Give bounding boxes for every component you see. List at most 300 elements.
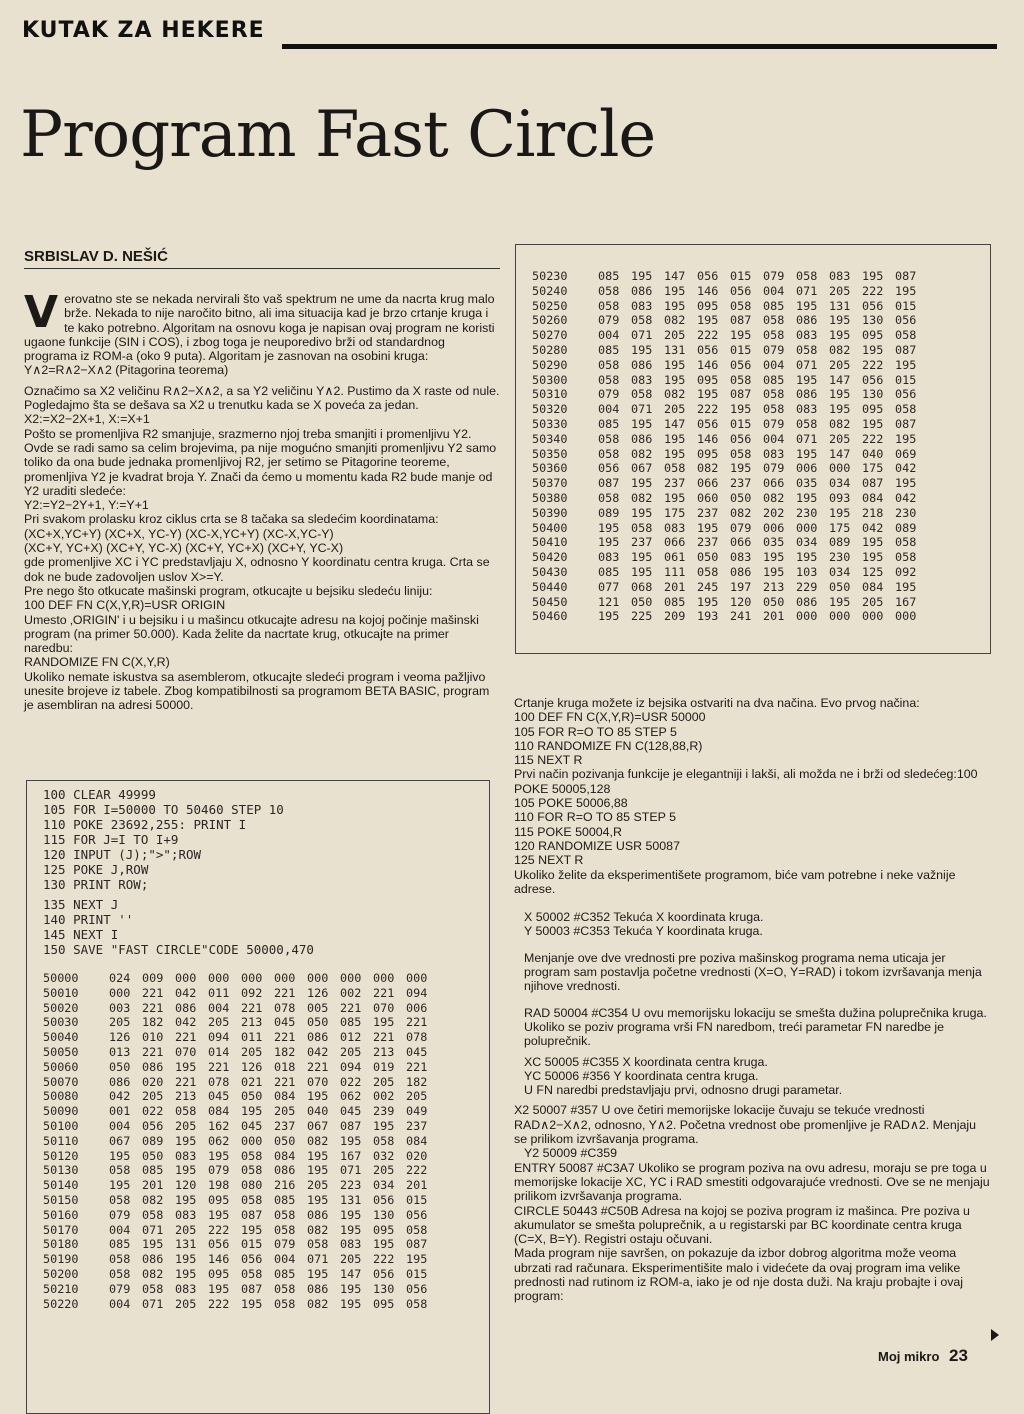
- dump-byte: 061: [664, 550, 686, 565]
- coordinates-line: (XC+Y, YC+X) (XC+Y, YC-X) (XC+Y, YC+X) (XC+Y, YC-X): [24, 541, 344, 556]
- dump-byte: 020: [406, 1148, 428, 1163]
- dump-row: [27, 1149, 489, 1164]
- dump-byte: 237: [730, 476, 752, 491]
- dump-row: [27, 1208, 489, 1223]
- right-column-text: [514, 696, 990, 1304]
- dump-byte: 222: [208, 1296, 230, 1311]
- dump-byte: 195: [631, 564, 653, 579]
- dump-byte: 130: [373, 1207, 395, 1222]
- basic-line: 150 SAVE "FAST CIRCLE"CODE 50000,470: [43, 942, 314, 957]
- dump-byte: 130: [862, 313, 884, 328]
- dump-byte: 205: [829, 357, 851, 372]
- dump-byte: 050: [730, 490, 752, 505]
- address-entry: ENTRY 50087 #C3A7 Ukoliko se program poziva na ovu adresu, moraju se pre toga u memorijske lokacije XC, YC i RAD smestiti odgovarajuće vrednosti. Ove se ne menjaju prilikom izvršavanja programa.: [514, 1160, 990, 1204]
- dump-byte: 195: [631, 505, 653, 520]
- dump-byte: 079: [763, 461, 785, 476]
- dump-byte: 011: [208, 985, 230, 1000]
- dump-row: [516, 432, 990, 447]
- dump-byte: 205: [175, 1118, 197, 1133]
- basic-line: 115 FOR J=I TO I+9: [43, 832, 179, 847]
- dump-byte: 078: [274, 1000, 296, 1015]
- basic-line: 105 FOR I=50000 TO 50460 STEP 10: [43, 802, 284, 817]
- dump-byte: 083: [175, 1281, 197, 1296]
- dump-byte: 042: [175, 1015, 197, 1030]
- left-column-text: [24, 287, 500, 713]
- dump-address: 50060: [43, 1059, 79, 1074]
- dump-byte: 085: [598, 564, 620, 579]
- dump-byte: 050: [109, 1059, 131, 1074]
- dump-row: [516, 461, 990, 476]
- dump-byte: 078: [208, 1074, 230, 1089]
- dump-byte: 071: [142, 1296, 164, 1311]
- address-entry: Y2 50009 #C359: [524, 1146, 618, 1161]
- dump-byte: 146: [697, 431, 719, 446]
- dump-byte: 198: [208, 1178, 230, 1193]
- dump-byte: 131: [175, 1237, 197, 1252]
- dump-byte: 086: [307, 1281, 329, 1296]
- dump-address: 50160: [43, 1207, 79, 1222]
- dump-address: 50330: [532, 416, 568, 431]
- dump-byte: 205: [109, 1015, 131, 1030]
- dump-byte: 126: [241, 1059, 263, 1074]
- dump-row: [27, 1134, 489, 1149]
- dump-address: 50050: [43, 1044, 79, 1059]
- dump-byte: 058: [895, 550, 917, 565]
- dump-byte: 213: [175, 1089, 197, 1104]
- dump-byte: 003: [109, 1000, 131, 1015]
- dump-row: [516, 417, 990, 432]
- dump-byte: 195: [175, 1266, 197, 1281]
- dump-byte: 195: [829, 387, 851, 402]
- dump-byte: 237: [697, 535, 719, 550]
- dump-byte: 221: [373, 985, 395, 1000]
- dump-byte: 058: [796, 269, 818, 283]
- dump-byte: 195: [862, 535, 884, 550]
- dump-byte: 040: [307, 1104, 329, 1119]
- dump-byte: 079: [763, 416, 785, 431]
- dump-byte: 058: [664, 461, 686, 476]
- dump-address: 50360: [532, 461, 568, 476]
- dump-byte: 070: [307, 1074, 329, 1089]
- dump-byte: 195: [829, 313, 851, 328]
- dump-byte: 209: [664, 609, 686, 624]
- dump-byte: 004: [763, 283, 785, 298]
- dump-byte: 087: [406, 1237, 428, 1252]
- dump-byte: 056: [373, 1266, 395, 1281]
- dump-byte: 195: [895, 579, 917, 594]
- dump-byte: 095: [208, 1266, 230, 1281]
- dump-byte: 000: [829, 609, 851, 624]
- dump-byte: 006: [796, 461, 818, 476]
- dump-byte: 229: [796, 579, 818, 594]
- dump-byte: 062: [340, 1089, 362, 1104]
- dump-byte: 195: [142, 1237, 164, 1252]
- dump-byte: 195: [208, 1281, 230, 1296]
- dump-byte: 195: [796, 446, 818, 461]
- dump-byte: 058: [763, 387, 785, 402]
- dump-byte: 000: [109, 985, 131, 1000]
- dump-row: [516, 491, 990, 506]
- dump-byte: 079: [109, 1281, 131, 1296]
- dump-byte: 103: [796, 564, 818, 579]
- dump-byte: 058: [763, 402, 785, 417]
- dump-byte: 042: [862, 520, 884, 535]
- dump-byte: 050: [763, 594, 785, 609]
- dump-row: [27, 1015, 489, 1030]
- dump-byte: 058: [274, 1296, 296, 1311]
- dump-byte: 195: [829, 505, 851, 520]
- dump-byte: 175: [829, 520, 851, 535]
- dump-byte: 000: [241, 971, 263, 985]
- dump-byte: 045: [340, 1104, 362, 1119]
- dump-byte: 195: [631, 342, 653, 357]
- dump-byte: 131: [829, 298, 851, 313]
- dump-byte: 082: [142, 1192, 164, 1207]
- code-line: 105 POKE 50006,88: [514, 796, 628, 811]
- formula-line: X2:=X2−2X+1, X:=X+1: [24, 412, 150, 427]
- section-rule: [282, 44, 997, 49]
- dump-byte: 022: [340, 1074, 362, 1089]
- code-line: 110 FOR R=O TO 85 STEP 5: [514, 810, 676, 825]
- dump-address: 50410: [532, 535, 568, 550]
- dump-byte: 077: [598, 579, 620, 594]
- dump-byte: 221: [175, 1030, 197, 1045]
- dump-row: [27, 1045, 489, 1060]
- basic-line: 120 INPUT (J);">";ROW: [43, 847, 202, 862]
- dump-row: [516, 609, 990, 624]
- dump-byte: 086: [796, 387, 818, 402]
- dump-row: [516, 580, 990, 595]
- dump-byte: 079: [109, 1207, 131, 1222]
- paragraph: Označimo sa X2 veličinu R∧2−X∧2, a sa Y2 veličinu Y∧2. Pustimo da X raste od nule. Pogledajmo šta se dešava sa X2 u trenutku kada se X poveća za jedan.: [24, 383, 500, 413]
- byline-rule: [24, 268, 500, 269]
- dump-byte: 006: [406, 1000, 428, 1015]
- dump-row: [27, 1223, 489, 1238]
- dump-byte: 195: [697, 520, 719, 535]
- dump-byte: 195: [598, 520, 620, 535]
- dump-byte: 056: [730, 357, 752, 372]
- address-entry: X 50002 #C352 Tekuća X koordinata kruga.: [524, 910, 764, 925]
- dump-byte: 205: [664, 328, 686, 343]
- paragraph: Ukoliko nemate iskustva sa asemblerom, otkucajte sledeći program i veoma pažljivo unesite brojeve iz tabele. Zbog kompatibilnosti sa programom BETA BASIC, program je asembliran na adresi 50000.: [24, 669, 490, 713]
- dump-byte: 131: [664, 342, 686, 357]
- dump-byte: 019: [373, 1059, 395, 1074]
- dump-row: [516, 535, 990, 550]
- dump-byte: 131: [340, 1192, 362, 1207]
- dump-byte: 221: [307, 1059, 329, 1074]
- dump-byte: 205: [406, 1089, 428, 1104]
- dump-row: [27, 1163, 489, 1178]
- paragraph: Crtanje kruga možete iz bejsika ostvariti na dva načina. Evo prvog načina:: [514, 696, 920, 710]
- dump-byte: 083: [340, 1237, 362, 1252]
- dump-byte: 042: [307, 1044, 329, 1059]
- dump-byte: 195: [895, 476, 917, 491]
- dump-byte: 221: [373, 1030, 395, 1045]
- dump-address: 50190: [43, 1252, 79, 1267]
- dump-byte: 195: [664, 283, 686, 298]
- dump-byte: 221: [175, 1074, 197, 1089]
- dump-byte: 082: [829, 342, 851, 357]
- dump-address: 50310: [532, 387, 568, 402]
- dump-row: [516, 521, 990, 536]
- dump-byte: 002: [373, 1089, 395, 1104]
- dump-byte: 083: [631, 372, 653, 387]
- dump-byte: 216: [274, 1178, 296, 1193]
- dump-byte: 034: [373, 1178, 395, 1193]
- address-entry: XC 50005 #C355 X koordinata centra kruga.: [524, 1054, 768, 1069]
- dump-byte: 221: [142, 985, 164, 1000]
- dump-byte: 195: [664, 298, 686, 313]
- dump-byte: 058: [142, 1281, 164, 1296]
- dump-byte: 195: [829, 402, 851, 417]
- dump-byte: 195: [664, 372, 686, 387]
- hex-dump-box-right: [515, 244, 991, 654]
- dump-byte: 130: [862, 387, 884, 402]
- dump-address: 50230: [532, 269, 568, 283]
- dump-byte: 195: [664, 431, 686, 446]
- dump-byte: 087: [340, 1118, 362, 1133]
- dump-row: [27, 971, 489, 986]
- dump-address: 50120: [43, 1148, 79, 1163]
- dump-byte: 002: [340, 985, 362, 1000]
- dump-byte: 221: [208, 1059, 230, 1074]
- dump-byte: 058: [373, 1133, 395, 1148]
- dump-byte: 147: [829, 372, 851, 387]
- dump-byte: 086: [730, 564, 752, 579]
- dump-byte: 213: [241, 1015, 263, 1030]
- dump-byte: 085: [598, 416, 620, 431]
- dump-byte: 086: [631, 431, 653, 446]
- dump-byte: 121: [598, 594, 620, 609]
- dump-byte: 058: [274, 1222, 296, 1237]
- dump-byte: 000: [829, 461, 851, 476]
- dump-byte: 056: [406, 1281, 428, 1296]
- dump-byte: 071: [796, 431, 818, 446]
- dump-byte: 000: [895, 609, 917, 624]
- dump-byte: 009: [142, 971, 164, 985]
- dump-byte: 222: [862, 357, 884, 372]
- dump-byte: 195: [862, 550, 884, 565]
- dump-byte: 195: [307, 1148, 329, 1163]
- basic-line: 130 PRINT ROW;: [43, 877, 149, 892]
- dump-byte: 056: [730, 431, 752, 446]
- dump-byte: 000: [274, 971, 296, 985]
- dump-byte: 069: [895, 446, 917, 461]
- dump-byte: 050: [142, 1148, 164, 1163]
- dump-byte: 195: [664, 446, 686, 461]
- dump-byte: 004: [763, 431, 785, 446]
- dump-byte: 084: [862, 579, 884, 594]
- dump-byte: 205: [862, 594, 884, 609]
- basic-line: 110 POKE 23692,255: PRINT I: [43, 817, 247, 832]
- dump-byte: 045: [208, 1089, 230, 1104]
- dump-byte: 085: [109, 1237, 131, 1252]
- dump-byte: 195: [175, 1133, 197, 1148]
- dump-byte: 195: [241, 1104, 263, 1119]
- dump-byte: 071: [307, 1252, 329, 1267]
- dump-byte: 095: [862, 328, 884, 343]
- dump-byte: 167: [895, 594, 917, 609]
- dump-address: 50300: [532, 372, 568, 387]
- dump-byte: 239: [373, 1104, 395, 1119]
- dump-byte: 147: [829, 446, 851, 461]
- dump-byte: 230: [895, 505, 917, 520]
- dump-byte: 195: [763, 564, 785, 579]
- basic-listing-box: [26, 780, 490, 1414]
- dump-row: [516, 358, 990, 373]
- dump-byte: 120: [175, 1178, 197, 1193]
- dump-byte: 000: [241, 1133, 263, 1148]
- dump-byte: 195: [631, 416, 653, 431]
- paragraph: U FN naredbi predstavljaju prvi, odnosno drugi parametar.: [524, 1083, 843, 1098]
- dump-byte: 058: [631, 313, 653, 328]
- dump-address: 50000: [43, 971, 79, 985]
- dump-row: [516, 595, 990, 610]
- dump-byte: 058: [598, 283, 620, 298]
- dump-byte: 079: [763, 342, 785, 357]
- dump-byte: 162: [208, 1118, 230, 1133]
- dump-row: [27, 1119, 489, 1134]
- dump-byte: 071: [340, 1163, 362, 1178]
- dump-byte: 082: [664, 313, 686, 328]
- dump-byte: 015: [241, 1237, 263, 1252]
- dump-byte: 195: [895, 357, 917, 372]
- dump-address: 50090: [43, 1104, 79, 1119]
- dump-byte: 201: [763, 609, 785, 624]
- paragraph: Ukoliko želite da eksperimentišete programom, biće vam potrebne i neke važnije adrese.: [514, 867, 956, 896]
- dump-address: 50080: [43, 1089, 79, 1104]
- dump-byte: 195: [895, 431, 917, 446]
- dump-address: 50140: [43, 1178, 79, 1193]
- dump-byte: 146: [697, 283, 719, 298]
- dump-byte: 087: [895, 342, 917, 357]
- dump-byte: 045: [406, 1044, 428, 1059]
- dump-byte: 004: [109, 1296, 131, 1311]
- dump-byte: 012: [340, 1030, 362, 1045]
- dump-byte: 195: [796, 550, 818, 565]
- author-byline: SRBISLAV D. NEŠIĆ: [24, 248, 168, 265]
- dump-byte: 067: [307, 1118, 329, 1133]
- dump-byte: 087: [895, 269, 917, 283]
- dump-byte: 085: [598, 342, 620, 357]
- dump-byte: 205: [175, 1296, 197, 1311]
- dump-byte: 092: [895, 564, 917, 579]
- dump-byte: 050: [829, 579, 851, 594]
- dump-row: [27, 1252, 489, 1267]
- dump-byte: 213: [373, 1044, 395, 1059]
- dump-byte: 056: [142, 1118, 164, 1133]
- dump-byte: 083: [175, 1207, 197, 1222]
- paragraph: Pri svakom prolasku kroz ciklus crta se 8 tačaka sa sledećim koordinatama:: [24, 512, 439, 527]
- address-entry: X2 50007 #357 U ove četiri memorijske lokacije čuvaju se tekuće vrednosti RAD∧2−X∧2, odnosno, Y∧2. Početna vrednost obe promenljive je RAD∧2. Menjaju se prilikom izvršavanja programa.: [514, 1103, 977, 1147]
- dump-byte: 083: [598, 550, 620, 565]
- dump-byte: 083: [631, 298, 653, 313]
- dump-byte: 022: [142, 1104, 164, 1119]
- dump-byte: 086: [631, 357, 653, 372]
- dump-byte: 015: [895, 298, 917, 313]
- dump-byte: 034: [796, 535, 818, 550]
- dump-row: [516, 387, 990, 402]
- dump-byte: 095: [697, 372, 719, 387]
- hex-dump-left: [27, 971, 489, 1311]
- dump-byte: 082: [307, 1133, 329, 1148]
- dump-address: 50380: [532, 490, 568, 505]
- dump-byte: 013: [109, 1044, 131, 1059]
- dump-byte: 084: [208, 1104, 230, 1119]
- dump-byte: 089: [895, 520, 917, 535]
- dump-byte: 175: [862, 461, 884, 476]
- dump-row: [27, 1193, 489, 1208]
- dump-byte: 045: [274, 1015, 296, 1030]
- dump-byte: 058: [109, 1252, 131, 1267]
- dump-byte: 195: [631, 550, 653, 565]
- dump-byte: 125: [862, 564, 884, 579]
- dump-byte: 024: [109, 971, 131, 985]
- dump-byte: 056: [862, 298, 884, 313]
- dump-byte: 056: [730, 283, 752, 298]
- dump-byte: 195: [730, 402, 752, 417]
- dump-address: 50430: [532, 564, 568, 579]
- dump-byte: 042: [895, 490, 917, 505]
- dump-byte: 083: [664, 520, 686, 535]
- dump-byte: 230: [829, 550, 851, 565]
- dump-byte: 085: [340, 1015, 362, 1030]
- dump-address: 50320: [532, 402, 568, 417]
- dump-byte: 082: [631, 490, 653, 505]
- dump-row: [516, 284, 990, 299]
- dump-byte: 126: [109, 1030, 131, 1045]
- dump-byte: 182: [274, 1044, 296, 1059]
- dump-byte: 015: [730, 269, 752, 283]
- dump-byte: 082: [829, 416, 851, 431]
- dump-byte: 087: [730, 313, 752, 328]
- dump-byte: 000: [796, 520, 818, 535]
- dump-byte: 193: [697, 609, 719, 624]
- dump-byte: 195: [175, 1192, 197, 1207]
- dump-byte: 089: [829, 535, 851, 550]
- basic-line: 125 POKE J,ROW: [43, 862, 149, 877]
- dump-byte: 040: [862, 446, 884, 461]
- dump-byte: 182: [406, 1074, 428, 1089]
- dump-byte: 087: [730, 387, 752, 402]
- code-line: 115 NEXT R: [514, 753, 583, 768]
- dump-byte: 085: [274, 1192, 296, 1207]
- dump-row: [27, 1104, 489, 1119]
- dump-byte: 004: [109, 1222, 131, 1237]
- dump-byte: 195: [340, 1133, 362, 1148]
- dump-byte: 146: [697, 357, 719, 372]
- dump-row: [516, 373, 990, 388]
- address-entry: Y 50003 #C353 Tekuća Y koordinata kruga.: [524, 924, 763, 939]
- dump-byte: 083: [829, 269, 851, 283]
- dump-byte: 147: [340, 1266, 362, 1281]
- dump-byte: 058: [763, 313, 785, 328]
- paragraph: Pošto se promenljiva R2 smanjuje, srazmerno njoj treba smanjiti i promenljivu Y2. Ovde se radi samo sa celim brojevima, pa nije mogućno smanjiti promenljivu Y2 samo toliko da ona bude jednaka promenljivoj R2, jer setimo se Pitagorine teoreme, promenljiva Y2 je kvadrat broja Y. Znači da ćemo u momentu kada R2 bude manje od Y2 uraditi sledeće:: [24, 426, 497, 498]
- dump-byte: 086: [631, 283, 653, 298]
- dump-address: 50150: [43, 1192, 79, 1207]
- dump-byte: 056: [697, 416, 719, 431]
- code-line: 125 NEXT R: [514, 853, 584, 868]
- dump-byte: 195: [697, 313, 719, 328]
- dump-byte: 195: [730, 461, 752, 476]
- dump-byte: 004: [274, 1252, 296, 1267]
- dump-byte: 084: [274, 1089, 296, 1104]
- dump-byte: 050: [631, 594, 653, 609]
- dump-byte: 094: [208, 1030, 230, 1045]
- dump-address: 50020: [43, 1000, 79, 1015]
- dump-byte: 195: [208, 1148, 230, 1163]
- dump-byte: 056: [862, 372, 884, 387]
